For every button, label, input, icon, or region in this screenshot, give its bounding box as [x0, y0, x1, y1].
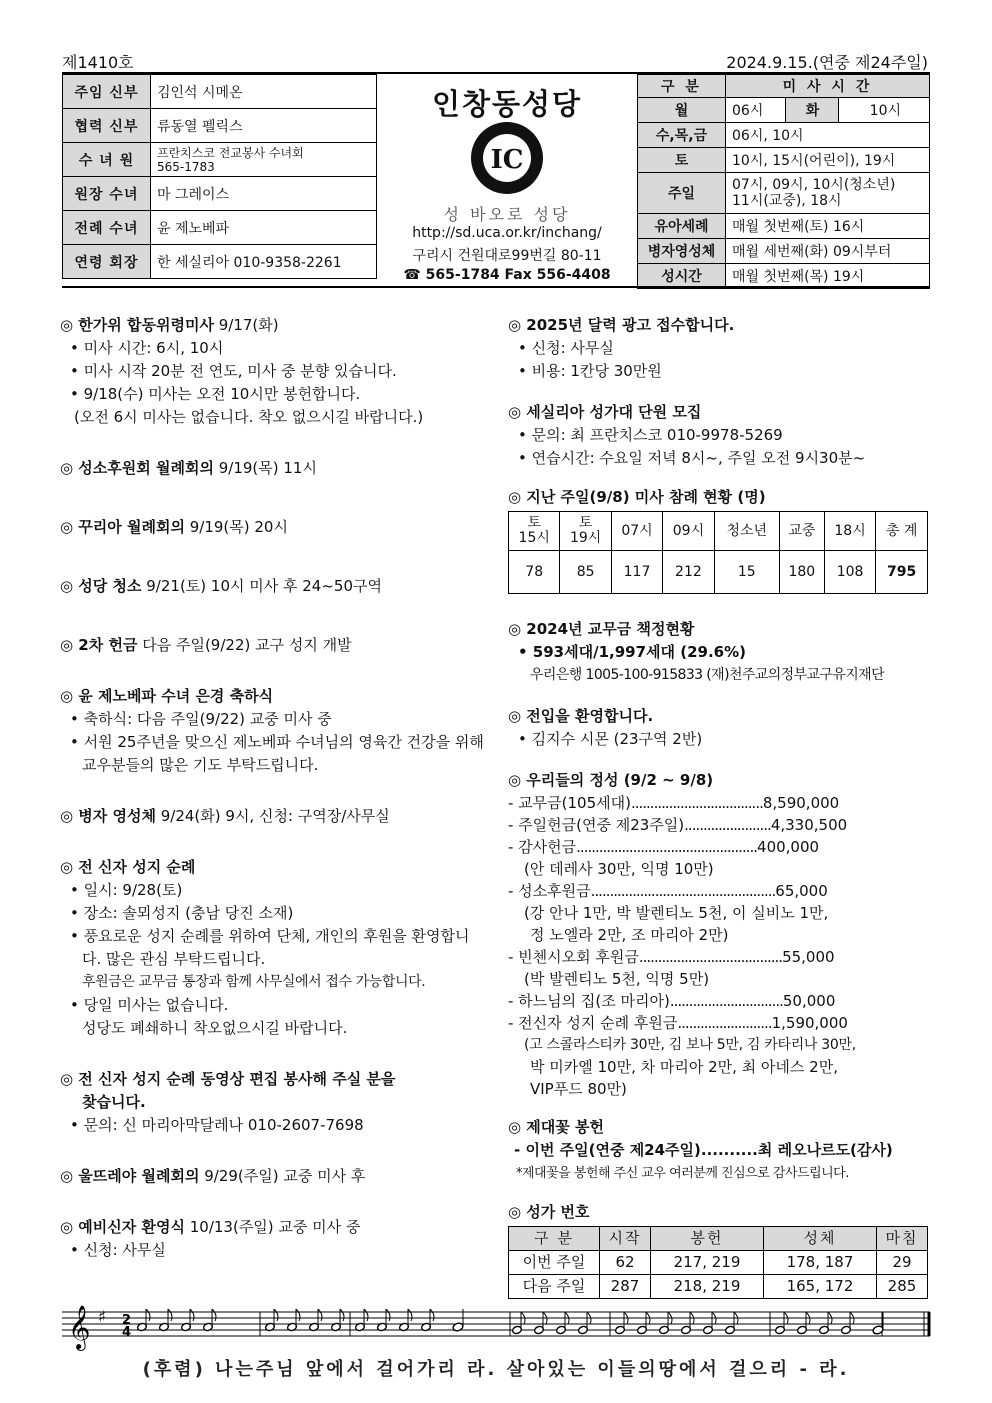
- note-flag: [296, 1309, 300, 1321]
- score-notes: [137, 1309, 884, 1336]
- offering-leader: .........................: [677, 1014, 772, 1032]
- notice-item: • 문의: 신 마리아막달레나 010-2607-7698: [70, 1116, 364, 1134]
- clergy-value: 김인석 시메온: [151, 75, 377, 109]
- attendance-value: 108: [824, 551, 875, 594]
- hymn-header: 시작: [600, 1227, 651, 1251]
- notice-title: ◎ 지난 주일(9/8) 미사 참례 현황 (명): [508, 488, 766, 506]
- offering-line: [508, 880, 933, 902]
- notice-title: ◎ 2024년 교무금 책정현황: [508, 620, 695, 638]
- clergy-label: 주임 신부: [63, 75, 151, 109]
- offering-amount: 8,590,000: [762, 794, 840, 812]
- offering-leader: .................................................: [590, 882, 776, 900]
- clergy-value: [151, 143, 377, 177]
- mass-label: 성시간: [638, 264, 726, 289]
- hymn-table: [508, 1226, 928, 1299]
- attendance-value: 15: [714, 551, 779, 594]
- notice-title: [60, 1165, 485, 1188]
- time-signature-top: 2: [122, 1313, 132, 1328]
- attendance-header: 18시: [824, 512, 875, 551]
- notice-heading: ◎ 한가위 합동위령미사: [60, 316, 214, 334]
- notice-title: ◎ 세실리아 성가대 단원 모집: [508, 403, 702, 421]
- note-flag: [274, 1309, 278, 1321]
- notice-item: • 서원 25주년을 맞으신 제노베파 수녀님의 영육간 건강을 위해 교우분들의 많은 기도 부탁드립니다.: [70, 733, 484, 774]
- hymn-number: 165, 172: [764, 1275, 877, 1299]
- notice-meta: 10/13(주일) 교중 미사 중: [184, 1218, 361, 1236]
- offering-amount: 1,590,000: [771, 1014, 848, 1032]
- notice-title: ◎ 성가 번호: [508, 1203, 590, 1221]
- offering-label: - 주일헌금(연중 제23주일): [508, 816, 685, 834]
- notice-item: *제대꽃을 봉헌해 주신 교우 여러분께 진심으로 감사드립니다.: [516, 1166, 849, 1181]
- notice-meta: 9/19(목) 20시: [184, 518, 288, 536]
- clergy-table: [62, 74, 377, 279]
- note-flag: [168, 1309, 172, 1321]
- notice-item: • 9/18(수) 미사는 오전 10시만 봉헌합니다.: [70, 385, 361, 403]
- hymn-number: 287: [600, 1275, 651, 1299]
- notice-heading: ◎ 울뜨레야 월례회의: [60, 1167, 200, 1185]
- notice-item: 후원금은 교무금 통장과 함께 사무실에서 접수 가능합니다.: [82, 974, 426, 990]
- clergy-value: 한 세실리아 010-9358-2261: [151, 245, 377, 279]
- hymn-number: 62: [600, 1251, 651, 1275]
- attendance-value: 85: [560, 551, 611, 594]
- offering-note: (고 스콜라스티카 30만, 김 보나 5만, 김 카타리나 30만,: [524, 1037, 856, 1053]
- notice-title: ◎ 전 신자 성지 순례 동영상 편집 봉사해 주실 분을: [60, 1070, 396, 1088]
- offering-label: - 하느님의 집(조 마리아): [508, 992, 670, 1010]
- notice-item: - 이번 주일(연중 제24주일)..........최 레오나르도(감사): [514, 1141, 893, 1159]
- offering-leader: ..............................: [669, 992, 783, 1010]
- address: 구리시 건원대로99번길 80-11: [412, 248, 602, 264]
- offering-note: (박 발렌티노 5천, 익명 5만): [524, 970, 710, 988]
- header-line: 토: [578, 515, 593, 531]
- note-flag: [408, 1309, 412, 1321]
- attendance-header: 총 계: [876, 512, 928, 551]
- patron-name: 성 바오로 성당: [443, 205, 571, 224]
- notice-meta: 9/24(화) 9시, 신청: 구역장/사무실: [155, 807, 390, 825]
- notice-item: • 연습시간: 수요일 저녁 8시~, 주일 오전 9시30분~: [518, 449, 866, 467]
- notice-item: • 일시: 9/28(토): [70, 881, 183, 899]
- mass-value: 10시: [839, 98, 930, 123]
- notice-title: ◎ 전입을 환영합니다.: [508, 707, 654, 725]
- mass-label: 병자영성체: [638, 239, 726, 264]
- notice-title: ◎ 우리들의 정성 (9/2 ~ 9/8): [508, 771, 714, 789]
- mass-label: 월: [638, 98, 726, 123]
- notice-item: • 비용: 1칸당 30만원: [518, 362, 662, 380]
- offering-amount: 50,000: [782, 992, 836, 1010]
- attendance-value: 78: [509, 551, 560, 594]
- attendance-header: [560, 512, 611, 551]
- notice-item: • 김지수 시몬 (23구역 2반): [518, 730, 703, 748]
- notice-meta: 다음 주일(9/22) 교구 성지 개발: [137, 636, 352, 654]
- notice-item: 우리은행 1005-100-915833 (재)천주교의정부교구유지재단: [530, 667, 885, 683]
- church-logo: [459, 118, 555, 198]
- attendance-total: 795: [876, 551, 928, 594]
- notice-item: • 신청: 사무실: [518, 339, 614, 357]
- notice-item: • 문의: 최 프란치스코 010-9978-5269: [518, 426, 783, 444]
- hymn-number: 285: [877, 1275, 928, 1299]
- mass-label: 유아세례: [638, 214, 726, 239]
- note-flag: [340, 1309, 344, 1321]
- notice-title: [60, 1216, 485, 1239]
- notice-heading: ◎ 예비신자 환영식: [60, 1218, 185, 1236]
- offering-line: [508, 792, 933, 814]
- offering-label: - 교무금(105세대): [508, 794, 631, 812]
- mass-label: 토: [638, 148, 726, 173]
- notice-item: • 풍요로운 성지 순례를 위하여 단체, 개인의 후원을 환영합니다. 많은 관심 부탁드립니다.: [70, 927, 470, 968]
- offering-line: [508, 946, 933, 968]
- notice-title: [60, 575, 485, 598]
- half-note-head: [452, 1322, 464, 1332]
- hymn-row-label: 이번 주일: [509, 1251, 600, 1275]
- note-flag: [430, 1309, 434, 1321]
- mass-value: 10시, 15시(어린이), 19시: [726, 148, 930, 173]
- notice-meta: 9/17(화): [213, 316, 279, 334]
- notice-heading: ◎ 성소후원회 월례회의: [60, 459, 214, 477]
- phone-fax: ☎ 565-1784 Fax 556-4408: [403, 267, 611, 283]
- mass-value: 06시, 10시: [726, 123, 930, 148]
- notice-item: • 장소: 솔뫼성지 (충남 당진 소재): [70, 904, 294, 922]
- mass-label: 화: [786, 98, 839, 123]
- convent-name: 프란치스코 전교봉사 수녀회: [157, 145, 304, 160]
- offering-leader: ...................................: [630, 794, 763, 812]
- notice-meta: 9/21(토) 10시 미사 후 24~50구역: [141, 577, 382, 595]
- mass-label: 수,목,금: [638, 123, 726, 148]
- hymn-lyrics: (후렴) 나는주님 앞에서 걸어가리 라. 살아있는 이들의땅에서 걸으리 - 라.: [142, 1359, 850, 1380]
- notice-title: 찾습니다.: [82, 1093, 146, 1111]
- notice-title: [60, 634, 485, 657]
- mass-value: 매월 세번째(화) 09시부터: [726, 239, 930, 264]
- clergy-label: 전례 수녀: [63, 211, 151, 245]
- attendance-table: [508, 511, 928, 594]
- header-bottom-rule: [62, 286, 930, 288]
- notice-title: ◎ 제대꽃 봉헌: [508, 1118, 604, 1136]
- header-line: 19시: [569, 530, 602, 546]
- notice-title: ◎ 윤 제노베파 수녀 은경 축하식: [60, 687, 274, 705]
- attendance-header: 07시: [611, 512, 662, 551]
- notice-item: 성당도 폐쇄하니 착오없으시길 바랍니다.: [82, 1019, 348, 1037]
- offering-note: (강 안나 1만, 박 발렌티노 5천, 이 실비노 1만,: [524, 904, 829, 922]
- offering-leader: ......................................: [638, 948, 783, 966]
- notice-item: • 593세대/1,997세대 (29.6%): [518, 643, 746, 661]
- clergy-value: 마 그레이스: [151, 177, 377, 211]
- hymn-row-label: 다음 주일: [509, 1275, 600, 1299]
- sunday-times-1: 07시, 09시, 10시(청소년): [732, 177, 896, 193]
- convent-phone: 565-1783: [157, 159, 215, 174]
- offering-amount: 55,000: [782, 948, 835, 966]
- hymn-number: 178, 187: [764, 1251, 877, 1275]
- hymn-header: 구 분: [509, 1227, 600, 1251]
- mass-label: 주일: [638, 173, 726, 214]
- attendance-value: 212: [663, 551, 714, 594]
- clergy-value: 윤 제노베파: [151, 211, 377, 245]
- mass-schedule-table: [637, 74, 930, 289]
- note-flag: [386, 1309, 390, 1321]
- notice-heading: ◎ 병자 영성체: [60, 807, 156, 825]
- offering-amount: 400,000: [757, 838, 820, 856]
- notice-meta: 9/19(목) 11시: [213, 459, 317, 477]
- offering-leader: .......................: [684, 816, 771, 834]
- hymn-number: 218, 219: [651, 1275, 764, 1299]
- notice-meta: 9/29(주일) 교중 미사 후: [199, 1167, 366, 1185]
- notice-title: ◎ 전 신자 성지 순례: [60, 858, 196, 876]
- time-signature-bottom: 4: [122, 1325, 132, 1340]
- hymn-header: 성체: [764, 1227, 877, 1251]
- logo-text: IC: [490, 145, 524, 175]
- notice-heading: ◎ 꾸리아 월례회의: [60, 518, 185, 536]
- attendance-value: 180: [779, 551, 824, 594]
- notice-title: [60, 314, 485, 337]
- notice-title: [60, 457, 485, 480]
- clergy-label: 원장 수녀: [63, 177, 151, 211]
- notice-item: • 신청: 사무실: [70, 1241, 166, 1259]
- right-column: [508, 314, 933, 1299]
- hymn-header: 마침: [877, 1227, 928, 1251]
- header-line: 15시: [518, 530, 550, 546]
- hymn-number: 217, 219: [651, 1251, 764, 1275]
- mass-header-right: 미 사 시 간: [726, 75, 930, 98]
- notice-item: (오전 6시 미사는 없습니다. 착오 없으시길 바랍니다.): [74, 408, 424, 426]
- notice-title: [60, 516, 485, 539]
- mass-value: [726, 173, 930, 214]
- attendance-header: 09시: [663, 512, 714, 551]
- clergy-value: 류동열 펠릭스: [151, 109, 377, 143]
- clergy-label: 연령 회장: [63, 245, 151, 279]
- note-flag: [364, 1309, 368, 1321]
- mass-value: 06시: [726, 98, 786, 123]
- note-flag: [212, 1309, 216, 1321]
- clergy-label: 협력 신부: [63, 109, 151, 143]
- hymn-number: 29: [877, 1251, 928, 1275]
- offering-amount: 65,000: [775, 882, 828, 900]
- offering-line: [508, 814, 933, 836]
- notice-heading: ◎ 성당 청소: [60, 577, 142, 595]
- website-link[interactable]: http://sd.uca.or.kr/inchang/: [412, 225, 602, 241]
- note-flag: [146, 1309, 150, 1321]
- notice-item: • 축하식: 다음 주일(9/22) 교중 미사 중: [70, 710, 332, 728]
- sharp-icon: ♯: [98, 1307, 106, 1326]
- offering-leader: ................................................: [576, 838, 758, 856]
- mass-value: 매월 첫번째(목) 19시: [726, 264, 930, 289]
- offering-note: (안 데레사 30만, 익명 10만): [524, 860, 714, 878]
- treble-clef-icon: 𝄞: [68, 1305, 91, 1349]
- offering-label: - 감사헌금: [508, 838, 577, 856]
- mass-header-left: 구 분: [638, 75, 726, 98]
- church-name: 인창동성당: [431, 87, 583, 121]
- offering-line: [508, 836, 933, 858]
- attendance-header: 교중: [779, 512, 824, 551]
- offering-note: VIP푸드 80만): [530, 1080, 627, 1098]
- issue-date: 2024.9.15.(연중 제24주일): [726, 53, 928, 72]
- notice-title: ◎ 2025년 달력 광고 접수합니다.: [508, 316, 735, 334]
- notice-title: [60, 805, 485, 828]
- header-line: 토: [527, 515, 541, 531]
- music-score: [62, 1302, 932, 1352]
- hymn-header: 봉헌: [651, 1227, 764, 1251]
- note-flag: [190, 1309, 194, 1321]
- notice-heading: ◎ 2차 헌금: [60, 636, 138, 654]
- offering-amount: 4,330,500: [770, 816, 848, 834]
- offering-note: 박 미카엘 10만, 차 마리아 2만, 최 아네스 2만,: [530, 1058, 838, 1076]
- notice-item: • 당일 미사는 없습니다.: [70, 996, 229, 1014]
- attendance-header: [509, 512, 560, 551]
- offering-note: 정 노엘라 2만, 조 마리아 2만): [530, 926, 729, 944]
- issue-number: 제1410호: [62, 53, 134, 72]
- left-column: [60, 314, 485, 1262]
- offering-label: - 성소후원금: [508, 882, 591, 900]
- notice-item: • 미사 시간: 6시, 10시: [70, 339, 224, 357]
- attendance-header: 청소년: [714, 512, 779, 551]
- notice-item: • 미사 시작 20분 전 연도, 미사 중 분향 있습니다.: [70, 362, 397, 380]
- note-flag: [318, 1309, 322, 1321]
- offering-label: - 전신자 성지 순례 후원금: [508, 1014, 678, 1032]
- clergy-label: 수 녀 원: [63, 143, 151, 177]
- offering-label: - 빈첸시오회 후원금: [508, 948, 639, 966]
- attendance-value: 117: [611, 551, 662, 594]
- offering-line: [508, 990, 933, 1012]
- offering-line: [508, 1012, 933, 1034]
- sunday-times-2: 11시(교중), 18시: [732, 193, 842, 209]
- mass-value: 매월 첫번째(토) 16시: [726, 214, 930, 239]
